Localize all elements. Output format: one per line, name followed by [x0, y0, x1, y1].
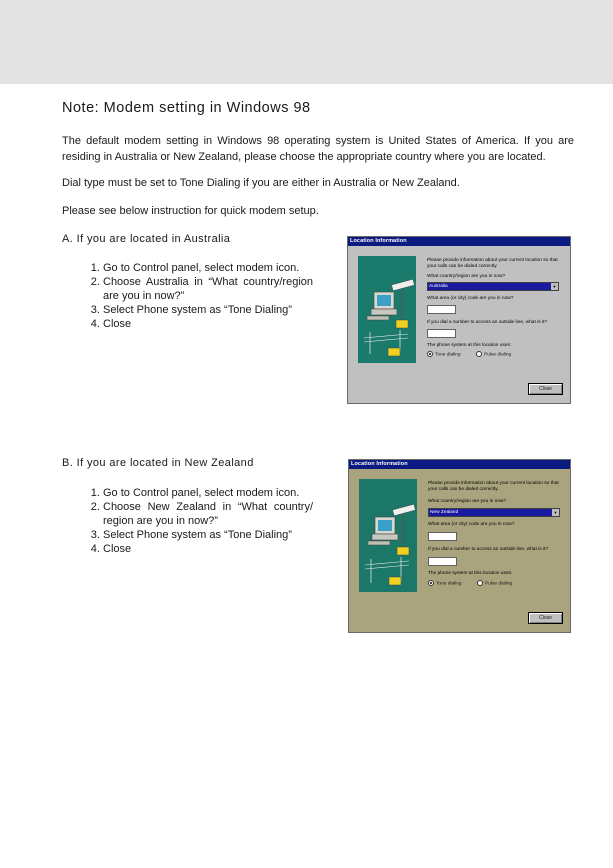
instruction-paragraph: Please see below instruction for quick modem setup. [62, 205, 319, 217]
pulse-dialing-radio[interactable] [476, 351, 511, 358]
computer-phone-illustration [359, 479, 417, 592]
computer-phone-illustration [358, 256, 416, 363]
outside-line-field[interactable] [428, 557, 457, 566]
tone-dialing-radio[interactable] [427, 351, 461, 358]
step-item: 1. Go to Control panel, select modem icon. [103, 261, 313, 275]
step-item: 2. Choose New Zealand in “What country/ region are you in now?” [103, 500, 313, 528]
dialog-intro-text: Please provide information about your current location so that your calls can be dialed correctly. [428, 481, 559, 492]
section-heading-australia: A. If you are located in Australia [62, 233, 231, 245]
radio-empty-icon [476, 351, 482, 357]
country-select[interactable] [428, 508, 560, 517]
outside-line-question: If you dial a number to access an outside line, what is it? [427, 320, 547, 325]
country-question: What country/region are you in now? [428, 499, 507, 504]
pulse-dialing-label: Pulse dialing [484, 352, 512, 358]
country-select[interactable] [427, 282, 559, 291]
step-item: 2. Choose Australia in “What country/region are you in now?” [103, 275, 313, 303]
country-select-value: Australia [429, 284, 448, 289]
country-question: What country/region are you in now? [427, 274, 506, 279]
pulse-dialing-label: Pulse dialing [485, 581, 513, 587]
steps-list-australia [62, 261, 313, 331]
dialog-titlebar: Location Information [348, 237, 570, 246]
radio-empty-icon [477, 580, 483, 586]
tone-dialing-label: Tone dialing [436, 581, 462, 587]
intro-paragraph: The default modem setting in Windows 98 operating system is United States of America. If you are residing in Australia or New Zealand, please choose the appropriate country where you are located. [62, 135, 574, 163]
step-item: 3. Select Phone system as “Tone Dialing” [103, 528, 313, 542]
tone-dialing-radio[interactable] [428, 580, 462, 587]
area-code-field[interactable] [428, 532, 457, 541]
step-item: 3. Select Phone system as “Tone Dialing” [103, 303, 313, 317]
area-code-question: What area (or city) code are you in now? [428, 522, 515, 527]
pulse-dialing-radio[interactable] [477, 580, 512, 587]
step-item: 4. Close [103, 542, 313, 556]
country-select-value: New Zealand [430, 510, 459, 515]
location-dialog-new-zealand [348, 459, 571, 633]
outside-line-question: If you dial a number to access an outside line, what is it? [428, 547, 548, 552]
outside-line-field[interactable] [427, 329, 456, 338]
dialog-titlebar: Location Information [349, 460, 570, 469]
radio-selected-icon [427, 351, 433, 357]
steps-list-new-zealand [62, 486, 313, 556]
radio-selected-icon [428, 580, 434, 586]
dialog-intro-text: Please provide information about your current location so that your calls can be dialed correctly. [427, 258, 558, 269]
close-button[interactable]: Close [528, 612, 563, 624]
step-item: 4. Close [103, 317, 313, 331]
location-dialog-australia [347, 236, 571, 404]
area-code-field[interactable] [427, 305, 456, 314]
chevron-down-icon[interactable]: ▼ [552, 284, 557, 289]
area-code-question: What area (or city) code are you in now? [427, 296, 514, 301]
header-band [0, 0, 613, 84]
close-button[interactable]: Close [528, 383, 563, 395]
phone-system-question: The phone system at this location uses: [428, 571, 513, 576]
phone-system-question: The phone system at this location uses: [427, 343, 512, 348]
page-title: Note: Modem setting in Windows 98 [62, 100, 311, 116]
step-item: 1. Go to Control panel, select modem icon. [103, 486, 313, 500]
dial-type-paragraph: Dial type must be set to Tone Dialing if you are either in Australia or New Zealand. [62, 177, 460, 189]
chevron-down-icon[interactable]: ▼ [553, 510, 558, 515]
section-heading-new-zealand: B. If you are located in New Zealand [62, 457, 254, 469]
tone-dialing-label: Tone dialing [435, 352, 461, 358]
